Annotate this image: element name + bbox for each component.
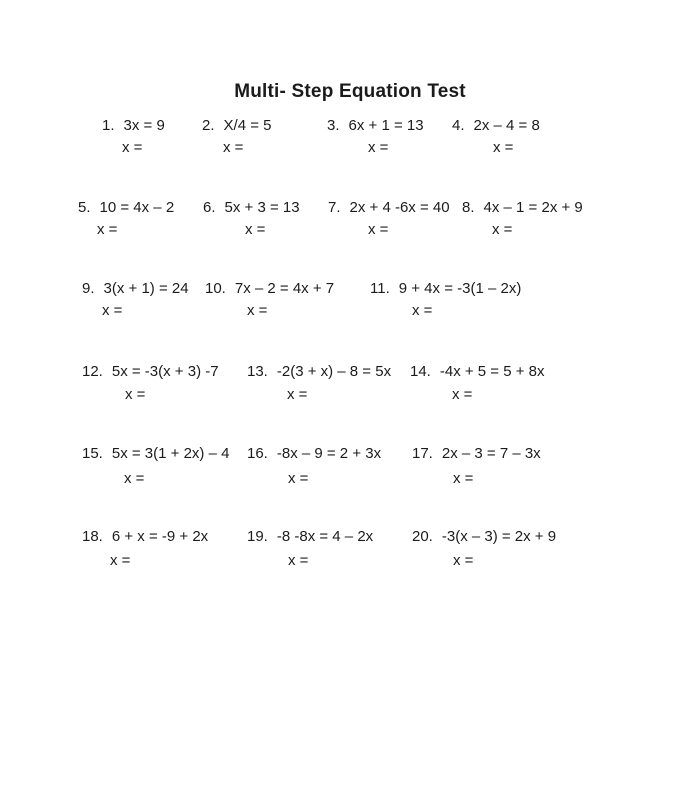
problem-12-number: 12. — [82, 363, 103, 380]
problem-10-equation: 7x – 2 = 4x + 7 — [234, 280, 335, 297]
problem-4-equation: 2x – 4 = 8 — [473, 117, 540, 134]
problem-6 — [203, 198, 300, 217]
problem-20-equation: -3(x – 3) = 2x + 9 — [441, 528, 557, 545]
problem-6-answer-blank: x = — [245, 221, 266, 238]
problem-12 — [82, 362, 219, 381]
problem-11-number: 11. — [370, 280, 390, 297]
problem-6-number: 6. — [203, 199, 216, 216]
problem-2-number: 2. — [202, 117, 215, 134]
problem-15-equation: 5x = 3(1 + 2x) – 4 — [111, 445, 230, 462]
problem-7-answer-blank: x = — [368, 221, 389, 238]
problem-14-number: 14. — [410, 363, 431, 380]
problem-9-equation: 3(x + 1) = 24 — [103, 280, 189, 297]
problem-8-number: 8. — [462, 199, 475, 216]
problem-11-answer-blank: x = — [412, 302, 433, 319]
problem-3-number: 3. — [327, 117, 340, 134]
problem-4-number: 4. — [452, 117, 465, 134]
problem-8-answer-blank: x = — [492, 221, 513, 238]
problem-17-number: 17. — [412, 445, 433, 462]
problem-14 — [410, 362, 545, 381]
problem-4 — [452, 116, 540, 135]
problem-19-number: 19. — [247, 528, 268, 545]
problem-1-equation: 3x = 9 — [123, 117, 165, 134]
problem-15 — [82, 444, 229, 463]
problem-5-number: 5. — [78, 199, 91, 216]
problem-18 — [82, 527, 208, 546]
problem-7-number: 7. — [328, 199, 341, 216]
problem-11 — [370, 279, 521, 298]
problem-10 — [205, 279, 334, 298]
problem-16-answer-blank: x = — [288, 470, 309, 487]
problem-3 — [327, 116, 424, 135]
problem-1 — [102, 116, 165, 135]
worksheet-title: Multi- Step Equation Test — [234, 81, 466, 102]
problem-1-number: 1. — [102, 117, 115, 134]
problem-16 — [247, 444, 381, 463]
problem-17-answer-blank: x = — [453, 470, 474, 487]
problem-3-answer-blank: x = — [368, 139, 389, 156]
problem-14-equation: -4x + 5 = 5 + 8x — [439, 363, 545, 380]
problem-4-answer-blank: x = — [493, 139, 514, 156]
problem-7-equation: 2x + 4 -6x = 40 — [349, 199, 450, 216]
problem-11-equation: 9 + 4x = -3(1 – 2x) — [398, 280, 522, 297]
problem-18-number: 18. — [82, 528, 103, 545]
problem-3-equation: 6x + 1 = 13 — [348, 117, 424, 134]
problem-15-answer-blank: x = — [124, 470, 145, 487]
problem-5-equation: 10 = 4x – 2 — [99, 199, 175, 216]
problem-20-number: 20. — [412, 528, 433, 545]
problem-2 — [202, 116, 271, 135]
problem-12-equation: 5x = -3(x + 3) -7 — [111, 363, 219, 380]
problem-10-answer-blank: x = — [247, 302, 268, 319]
problem-18-answer-blank: x = — [110, 552, 131, 569]
problem-16-equation: -8x – 9 = 2 + 3x — [276, 445, 382, 462]
problem-13-equation: -2(3 + x) – 8 = 5x — [276, 363, 392, 380]
problem-7 — [328, 198, 450, 217]
problem-8 — [462, 198, 583, 217]
problem-9 — [82, 279, 189, 298]
problem-20-answer-blank: x = — [453, 552, 474, 569]
problem-13-answer-blank: x = — [287, 386, 308, 403]
problem-19 — [247, 527, 373, 546]
problem-6-equation: 5x + 3 = 13 — [224, 199, 300, 216]
problem-17-equation: 2x – 3 = 7 – 3x — [441, 445, 541, 462]
problem-12-answer-blank: x = — [125, 386, 146, 403]
problem-16-number: 16. — [247, 445, 268, 462]
problem-13-number: 13. — [247, 363, 268, 380]
problem-15-number: 15. — [82, 445, 103, 462]
problem-2-answer-blank: x = — [223, 139, 244, 156]
problem-17 — [412, 444, 541, 463]
problem-13 — [247, 362, 391, 381]
problem-18-equation: 6 + x = -9 + 2x — [111, 528, 209, 545]
problem-14-answer-blank: x = — [452, 386, 473, 403]
problem-9-number: 9. — [82, 280, 95, 297]
problem-1-answer-blank: x = — [122, 139, 143, 156]
problem-19-answer-blank: x = — [288, 552, 309, 569]
problem-5 — [78, 198, 174, 217]
problem-19-equation: -8 -8x = 4 – 2x — [276, 528, 374, 545]
problem-20 — [412, 527, 556, 546]
problem-8-equation: 4x – 1 = 2x + 9 — [483, 199, 583, 216]
problem-9-answer-blank: x = — [102, 302, 123, 319]
problem-10-number: 10. — [205, 280, 226, 297]
problem-5-answer-blank: x = — [97, 221, 118, 238]
problem-2-equation: X/4 = 5 — [223, 117, 272, 134]
